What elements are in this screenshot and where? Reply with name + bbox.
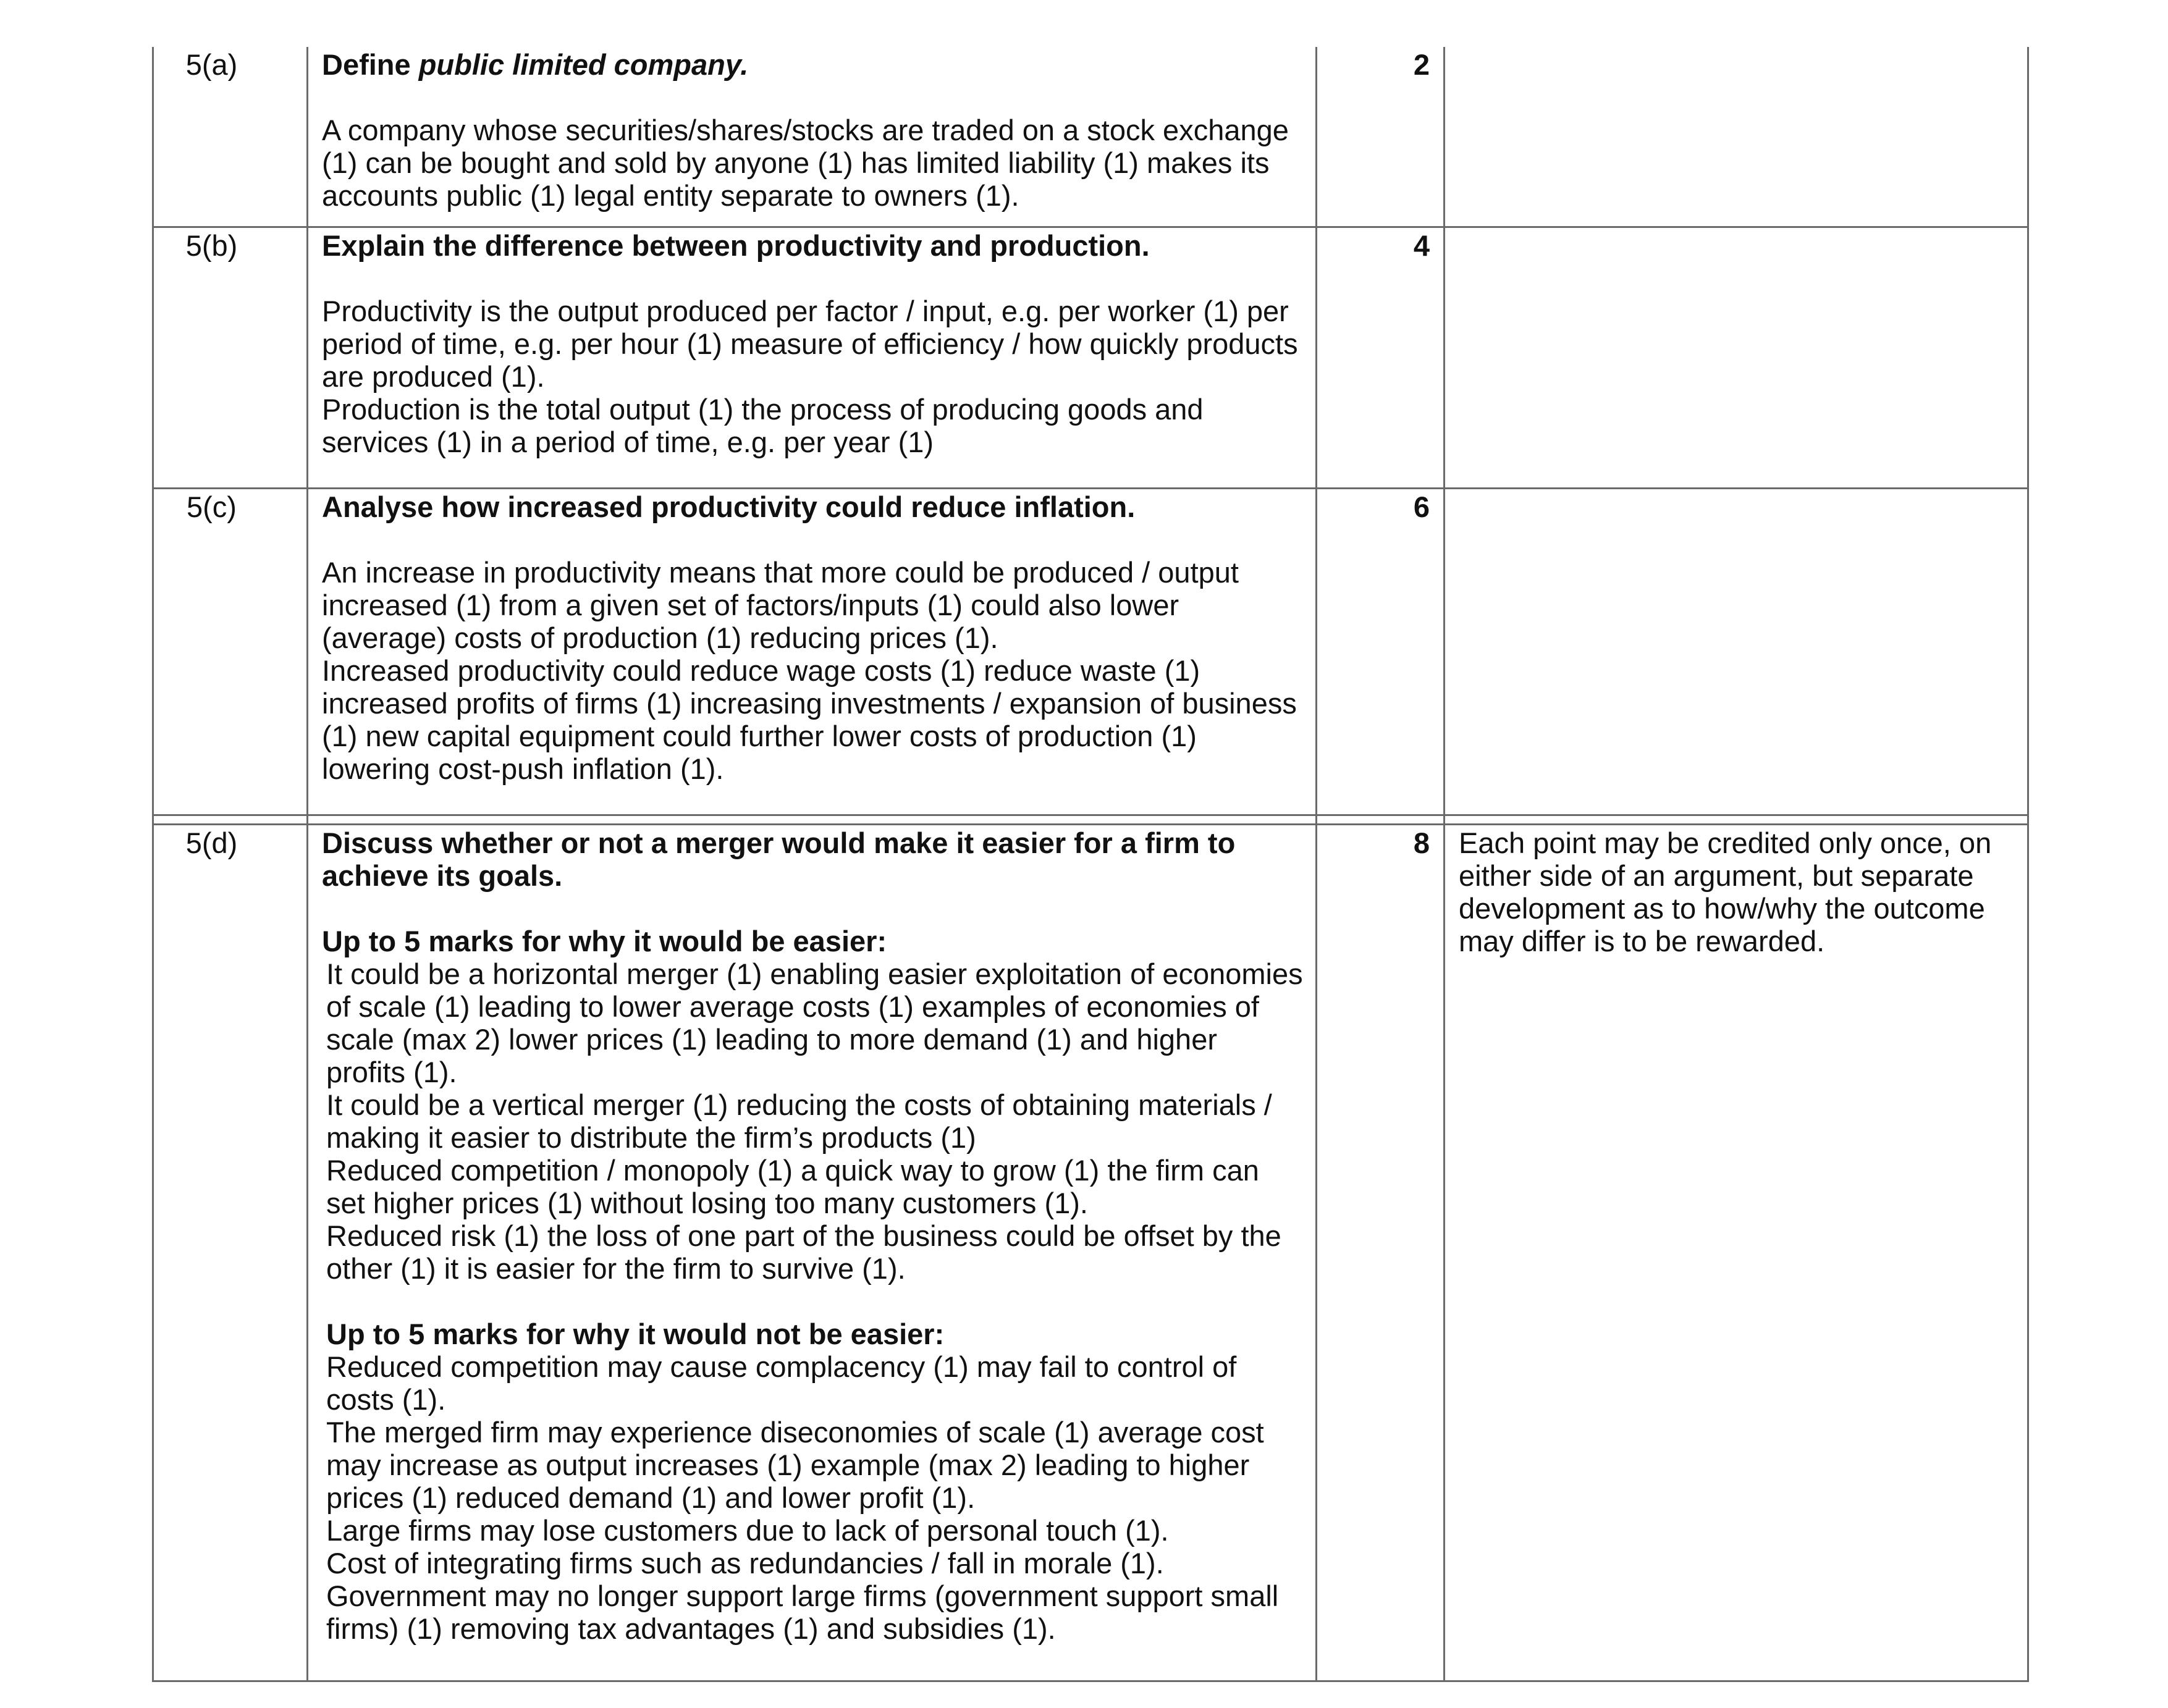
guidance-cell: Each point may be credited only once, on either side of an argument, but separate development as to how/why the outcome may differ is to be rewarded. — [1445, 825, 2028, 1681]
answer-paragraph: An increase in productivity means that more could be produced / output increased (1) from a given set of factors/inputs (1) could also lower (average) costs of production (1) reducing prices (1). — [322, 556, 1239, 654]
question-cell — [308, 227, 1317, 489]
marks-value: 4 — [1317, 227, 1445, 489]
answer-paragraph: Cost of integrating firms such as redundancies / fall in morale (1). — [326, 1547, 1164, 1580]
marks-value: 2 — [1317, 47, 1445, 227]
answer-paragraph: Productivity is the output produced per factor / input, e.g. per worker (1) per period of time, e.g. per hour (1) measure of efficiency / how quickly products are produced (1). — [322, 295, 1298, 393]
answer-paragraph: It could be a horizontal merger (1) enabling easier exploitation of economies of scale (1) leading to lower average costs (1) examples of economies of scale (max 2) lower prices (1) leading to more demand (1) and higher profits (1). — [326, 957, 1303, 1088]
question-text: Discuss whether or not a merger would make it easier for a firm to achieve its goals. — [322, 827, 1236, 892]
answer-paragraph: It could be a vertical merger (1) reducing the costs of obtaining materials / making it easier to distribute the firm’s products (1) — [326, 1088, 1272, 1154]
question-cell — [308, 489, 1317, 815]
mark-scheme-table — [152, 47, 2029, 1682]
answer-paragraph: Government may no longer support large firms (government support small firms) (1) removing tax advantages (1) and subsidies (1). — [326, 1580, 1279, 1645]
easier-heading: Up to 5 marks for why it would be easier: — [322, 925, 887, 957]
guidance-cell — [1445, 227, 2028, 489]
question-cell — [308, 47, 1317, 227]
question-cell — [308, 825, 1317, 1681]
question-term: public limited company. — [418, 48, 749, 81]
answer-paragraph: Reduced risk (1) the loss of one part of the business could be offset by the other (1) it is easier for the firm to survive (1). — [326, 1219, 1281, 1285]
guidance-cell — [1445, 47, 2028, 227]
table-row-5a — [153, 47, 2028, 227]
answer-block — [322, 295, 1304, 458]
question-number: 5(d) — [153, 825, 308, 1681]
question-number: 5(b) — [153, 227, 308, 489]
not-easier-points — [322, 1350, 1304, 1645]
question-number: 5(a) — [153, 47, 308, 227]
marks-value: 6 — [1317, 489, 1445, 815]
question-text: Explain the difference between productivity and production. — [322, 229, 1150, 262]
question-prefix: Define — [322, 48, 419, 81]
guidance-cell — [1445, 489, 2028, 815]
question-number: 5(c) — [153, 489, 308, 815]
easier-points — [322, 957, 1304, 1285]
row-separator — [153, 815, 2028, 825]
answer-paragraph: Production is the total output (1) the process of producing goods and services (1) in a period of time, e.g. per year (1) — [322, 393, 1204, 458]
answer-paragraph: Large firms may lose customers due to lack of personal touch (1). — [326, 1514, 1169, 1547]
answer-block — [322, 114, 1304, 212]
table-row-5d — [153, 825, 2028, 1681]
answer-paragraph: Reduced competition / monopoly (1) a quick way to grow (1) the firm can set higher prices (1) without losing too many customers (1). — [326, 1154, 1259, 1219]
answer-paragraph: The merged firm may experience diseconomies of scale (1) average cost may increase as output increases (1) example (max 2) leading to higher prices (1) reduced demand (1) and lower profit (1). — [326, 1416, 1264, 1514]
not-easier-heading: Up to 5 marks for why it would not be easier: — [326, 1318, 945, 1350]
answer-block — [322, 556, 1304, 785]
answer-paragraph: A company whose securities/shares/stocks are traded on a stock exchange (1) can be bought and sold by anyone (1) has limited liability (1) makes its accounts public (1) legal entity separate to owners (1). — [322, 114, 1289, 212]
question-text — [322, 48, 1304, 81]
table-row-5c — [153, 489, 2028, 815]
mark-scheme-page — [152, 47, 2029, 1682]
answer-paragraph: Increased productivity could reduce wage costs (1) reduce waste (1) increased profits of firms (1) increasing investments / expansion of business (1) new capital equipment could further lower costs of production (1) lowering cost-push inflation (1). — [322, 654, 1297, 785]
marks-value: 8 — [1317, 825, 1445, 1681]
answer-paragraph: Reduced competition may cause complacency (1) may fail to control of costs (1). — [326, 1350, 1237, 1416]
table-row-5b — [153, 227, 2028, 489]
question-text: Analyse how increased productivity could reduce inflation. — [322, 490, 1136, 523]
